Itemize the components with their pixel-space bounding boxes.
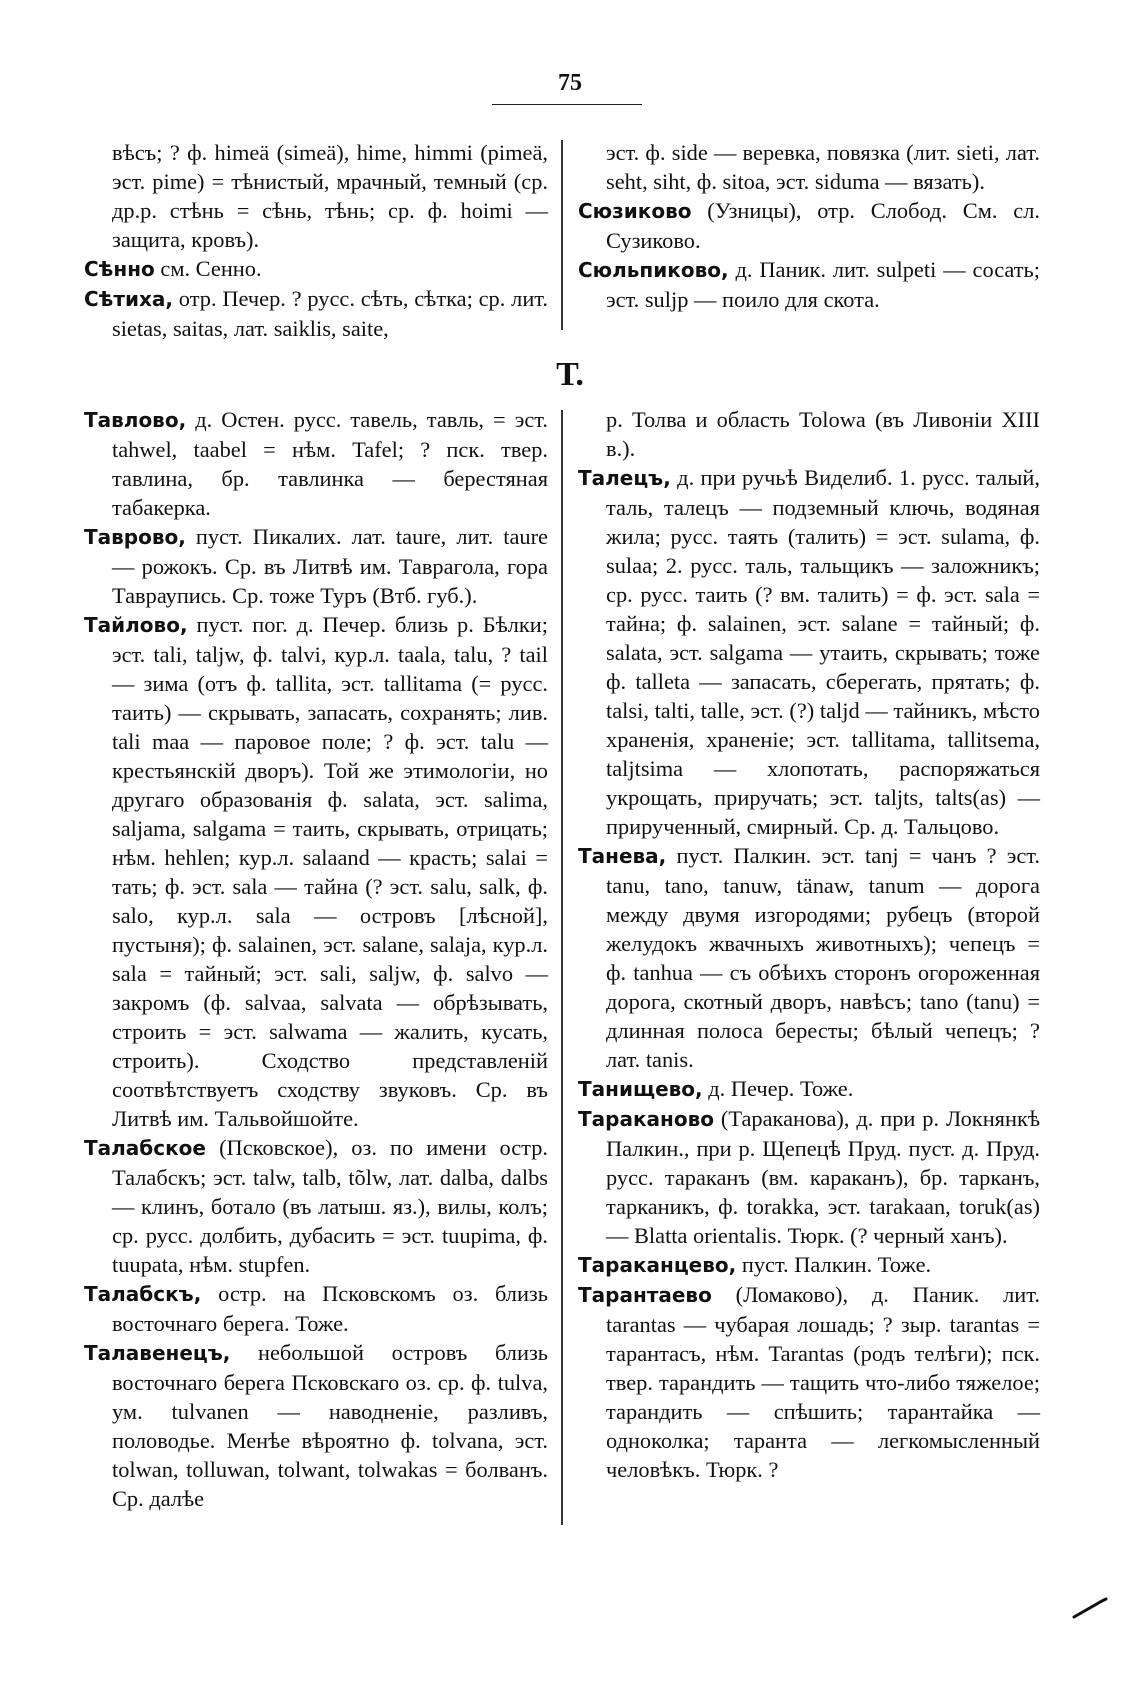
dictionary-entry xyxy=(84,138,548,254)
entry-headword: Сѣтиха, xyxy=(84,287,173,311)
entry-text: небольшой островъ близь восточнаго берега Псковскаго оз. ср. ф. tulva, ум. tulvanen — наводненіе, разливъ, половодье. Менѣе вѣроятно ф. tolvana, эст. tolwan, tolluwan, tolwant, tolwakas = болванъ. Ср. далѣе xyxy=(112,1340,548,1511)
dictionary-entry xyxy=(84,1279,548,1338)
entry-text: пуст. Пикалих. лат. taure, лит. taure — рожокъ. Ср. въ Литвѣ им. Тавpагола, гора Тавраупись. Ср. тоже Туръ (Втб. губ.). xyxy=(112,524,548,608)
entry-text: отр. Печер. ? русс. сѣть, сѣтка; ср. лит. sietas, saitas, лат. saiklis, saite, xyxy=(112,286,548,341)
entry-headword: Сюзиково xyxy=(578,199,692,223)
entry-text: пуст. пог. д. Печер. близь р. Бѣлки; эст. tali, taljw, ф. talvi, кур.л. taala, talu, ? tail — зима (отъ ф. tallita, эст. tallitama (= русс. таить) — скрывать, запасать, сохранять; лив. tali maa — паровое поле; ? ф. эст. talu — крестьянскій дворъ). Той же этимологіи, но другаго образованія ф. salata, эст. salima, saljama, salgama = таить, скрывать, отрицать; нѣм. hehlen; кур.л. salaand — красть; salai = тать; ф. эст. sala — тайна (? эст. salu, salk, ф. salo, кур.л. sala — островъ [лѣсной], пустыня); ф. salainen, эст. salane, salaja, кур.л. sala = тайный; эст. sali, saljw, ф. salvo — закромъ (ф. salvaa, salvata — обрѣзывать, строить = эст. salwama — жалить, кусать, строить). Сходство представленій соотвѣтствуетъ сходству звуковъ. Ср. въ Литвѣ им. Тальвойшойте. xyxy=(112,612,548,1131)
entry-headword: Тараканово xyxy=(578,1107,714,1131)
pen-mark-icon xyxy=(1072,1595,1108,1619)
entry-text: р. Толва и область Tolowa (въ Ливоніи XIII в.). xyxy=(606,407,1040,461)
entry-headword: Тараканцево, xyxy=(578,1253,737,1277)
column-divider-top xyxy=(561,140,563,330)
dictionary-entry xyxy=(578,1250,1040,1280)
dictionary-entry xyxy=(84,284,548,343)
bottom-left-column xyxy=(84,405,548,1513)
bottom-right-column xyxy=(578,405,1040,1484)
dictionary-entry xyxy=(578,138,1040,196)
entry-headword: Тавлово, xyxy=(84,408,187,432)
entry-text: д. Паник. лит. sulpeti — сосать; эст. suljp — поило для скота. xyxy=(606,257,1040,312)
dictionary-entry xyxy=(578,463,1040,841)
dictionary-entry xyxy=(84,1133,548,1279)
entry-headword: Сѣнно xyxy=(84,257,155,281)
entry-headword: Таврово, xyxy=(84,525,186,549)
dictionary-entry xyxy=(578,1074,1040,1104)
entry-text: (Узницы), отр. Слобод. См. сл. Сузиково. xyxy=(606,198,1040,253)
entry-text: пуст. Палкин. эст. tanj = чанъ ? эст. tanu, tano, tanuw, tänaw, tanum — дорога между двумя изгородями; рубецъ (второй желудокъ жвачныхъ животныхъ); чепецъ = ф. tanhua — съ обѣихъ сторонъ огороженная дорога, скотный дворъ, навѣсъ; tano (tanu) = длинная полоса бересты; бѣлый чепецъ; ? лат. tanis. xyxy=(606,843,1040,1072)
dictionary-entry xyxy=(84,522,548,610)
page-number: 75 xyxy=(558,70,582,96)
dictionary-entry xyxy=(578,405,1040,463)
page-number-rule xyxy=(492,104,642,105)
entry-headword: Талабскъ, xyxy=(84,1282,202,1306)
entry-text: остр. на Псковскомъ оз. близь восточнаго берега. Тоже. xyxy=(112,1281,548,1336)
entry-headword: Танева, xyxy=(578,844,667,868)
dictionary-entry xyxy=(84,1338,548,1513)
dictionary-entry xyxy=(84,254,548,284)
entry-text: вѣсъ; ? ф. himeä (simeä), hime, himmi (pimeä, эст. pime) = тѣнистый, мрачный, темный (ср. др.р. стѣнь = сѣнь, тѣнь; ср. ф. hoimi — защита, кровъ). xyxy=(112,140,548,252)
dictionary-entry xyxy=(578,841,1040,1074)
dictionary-entry xyxy=(578,1104,1040,1250)
entry-headword: Танищево, xyxy=(578,1077,703,1101)
entry-headword: Талецъ, xyxy=(578,466,671,490)
entry-headword: Талавенецъ, xyxy=(84,1341,231,1365)
dictionary-entry xyxy=(84,610,548,1133)
entry-text: эст. ф. side — веревка, повязка (лит. sieti, лат. seht, siht, ф. sitoa, эст. siduma — вязать). xyxy=(606,140,1040,194)
entry-text: (Тараканова), д. при р. Локнянкѣ Палкин., при р. Щепецѣ Пруд. пуст. д. Пруд. русс. тараканъ (вм. караканъ), бр. тарканъ, тарканикъ, ф. torakka, эст. tarakaan, toruk(as) — Blatta orientalis. Тюрк. (? черный ханъ). xyxy=(606,1106,1040,1248)
entry-headword: Тарантаево xyxy=(578,1283,712,1307)
entry-text: д. Остен. русс. тавель, тавль, = эст. tahwel, taabel = нѣм. Tafel; ? пск. твер. тавлина, бр. тавлинка — берестяная табакерка. xyxy=(112,407,548,520)
top-left-column xyxy=(84,138,548,343)
entry-text: см. Сенно. xyxy=(154,256,262,281)
entry-text: (Ломаково), д. Паник. лит. tarantas — чубарая лошадь; ? зыр. tarantas = тарантасъ, нѣм. Tarantas (родъ телѣги); пск. твер. тарандить — тащить что-либо тяжелое; тарандить — спѣшить; тарантайка — одноколка; таранта — легкомысленный человѣкъ. Тюрк. ? xyxy=(606,1282,1040,1482)
entry-headword: Талабское xyxy=(84,1136,206,1160)
entry-text: д. при ручьѣ Виделиб. 1. русс. талый, таль, талецъ — подземный ключь, водяная жила; русс. таять (талить) = эст. sulama, ф. sulaa; 2. русс. таль, тальщикъ — заложникъ; ср. русс. таить (? вм. талить) = ф. эст. sala = тайна; ф. salainen, эст. salane = тайный; ф. salata, эст. salgama — утаить, скрывать; тоже ф. talleta — запасать, сберегать, прятать; ф. talsi, talti, talle, эст. (?) taljd — тайникъ, мѣсто храненія, храненіе; эст. tallitama, tallitsema, taljtsima — хлопотать, распоряжаться укрощать, приручать; эст. taljts, talts(as) — прирученный, смирный. Ср. д. Тальцово. xyxy=(606,465,1040,839)
dictionary-entry xyxy=(84,405,548,522)
dictionary-entry xyxy=(578,255,1040,314)
entry-text: д. Печер. Тоже. xyxy=(702,1076,854,1101)
dictionary-entry xyxy=(578,1280,1040,1484)
entry-text: пуст. Палкин. Тоже. xyxy=(736,1252,932,1277)
entry-text: (Псковское), оз. по имени остр. Талабскъ; эст. talw, talb, tõlw, лат. dalba, dalbs — клинъ, ботало (въ латыш. яз.), вилы, колъ; ср. русс. долбить, дубасить = эст. tuupima, ф. tuupata, нѣм. stupfen. xyxy=(112,1135,548,1277)
dictionary-entry xyxy=(578,196,1040,255)
entry-headword: Сюльпиково, xyxy=(578,258,729,282)
section-letter: Т. xyxy=(556,356,584,393)
top-right-column xyxy=(578,138,1040,314)
entry-headword: Тайлово, xyxy=(84,613,188,637)
column-divider-bottom xyxy=(561,410,563,1525)
